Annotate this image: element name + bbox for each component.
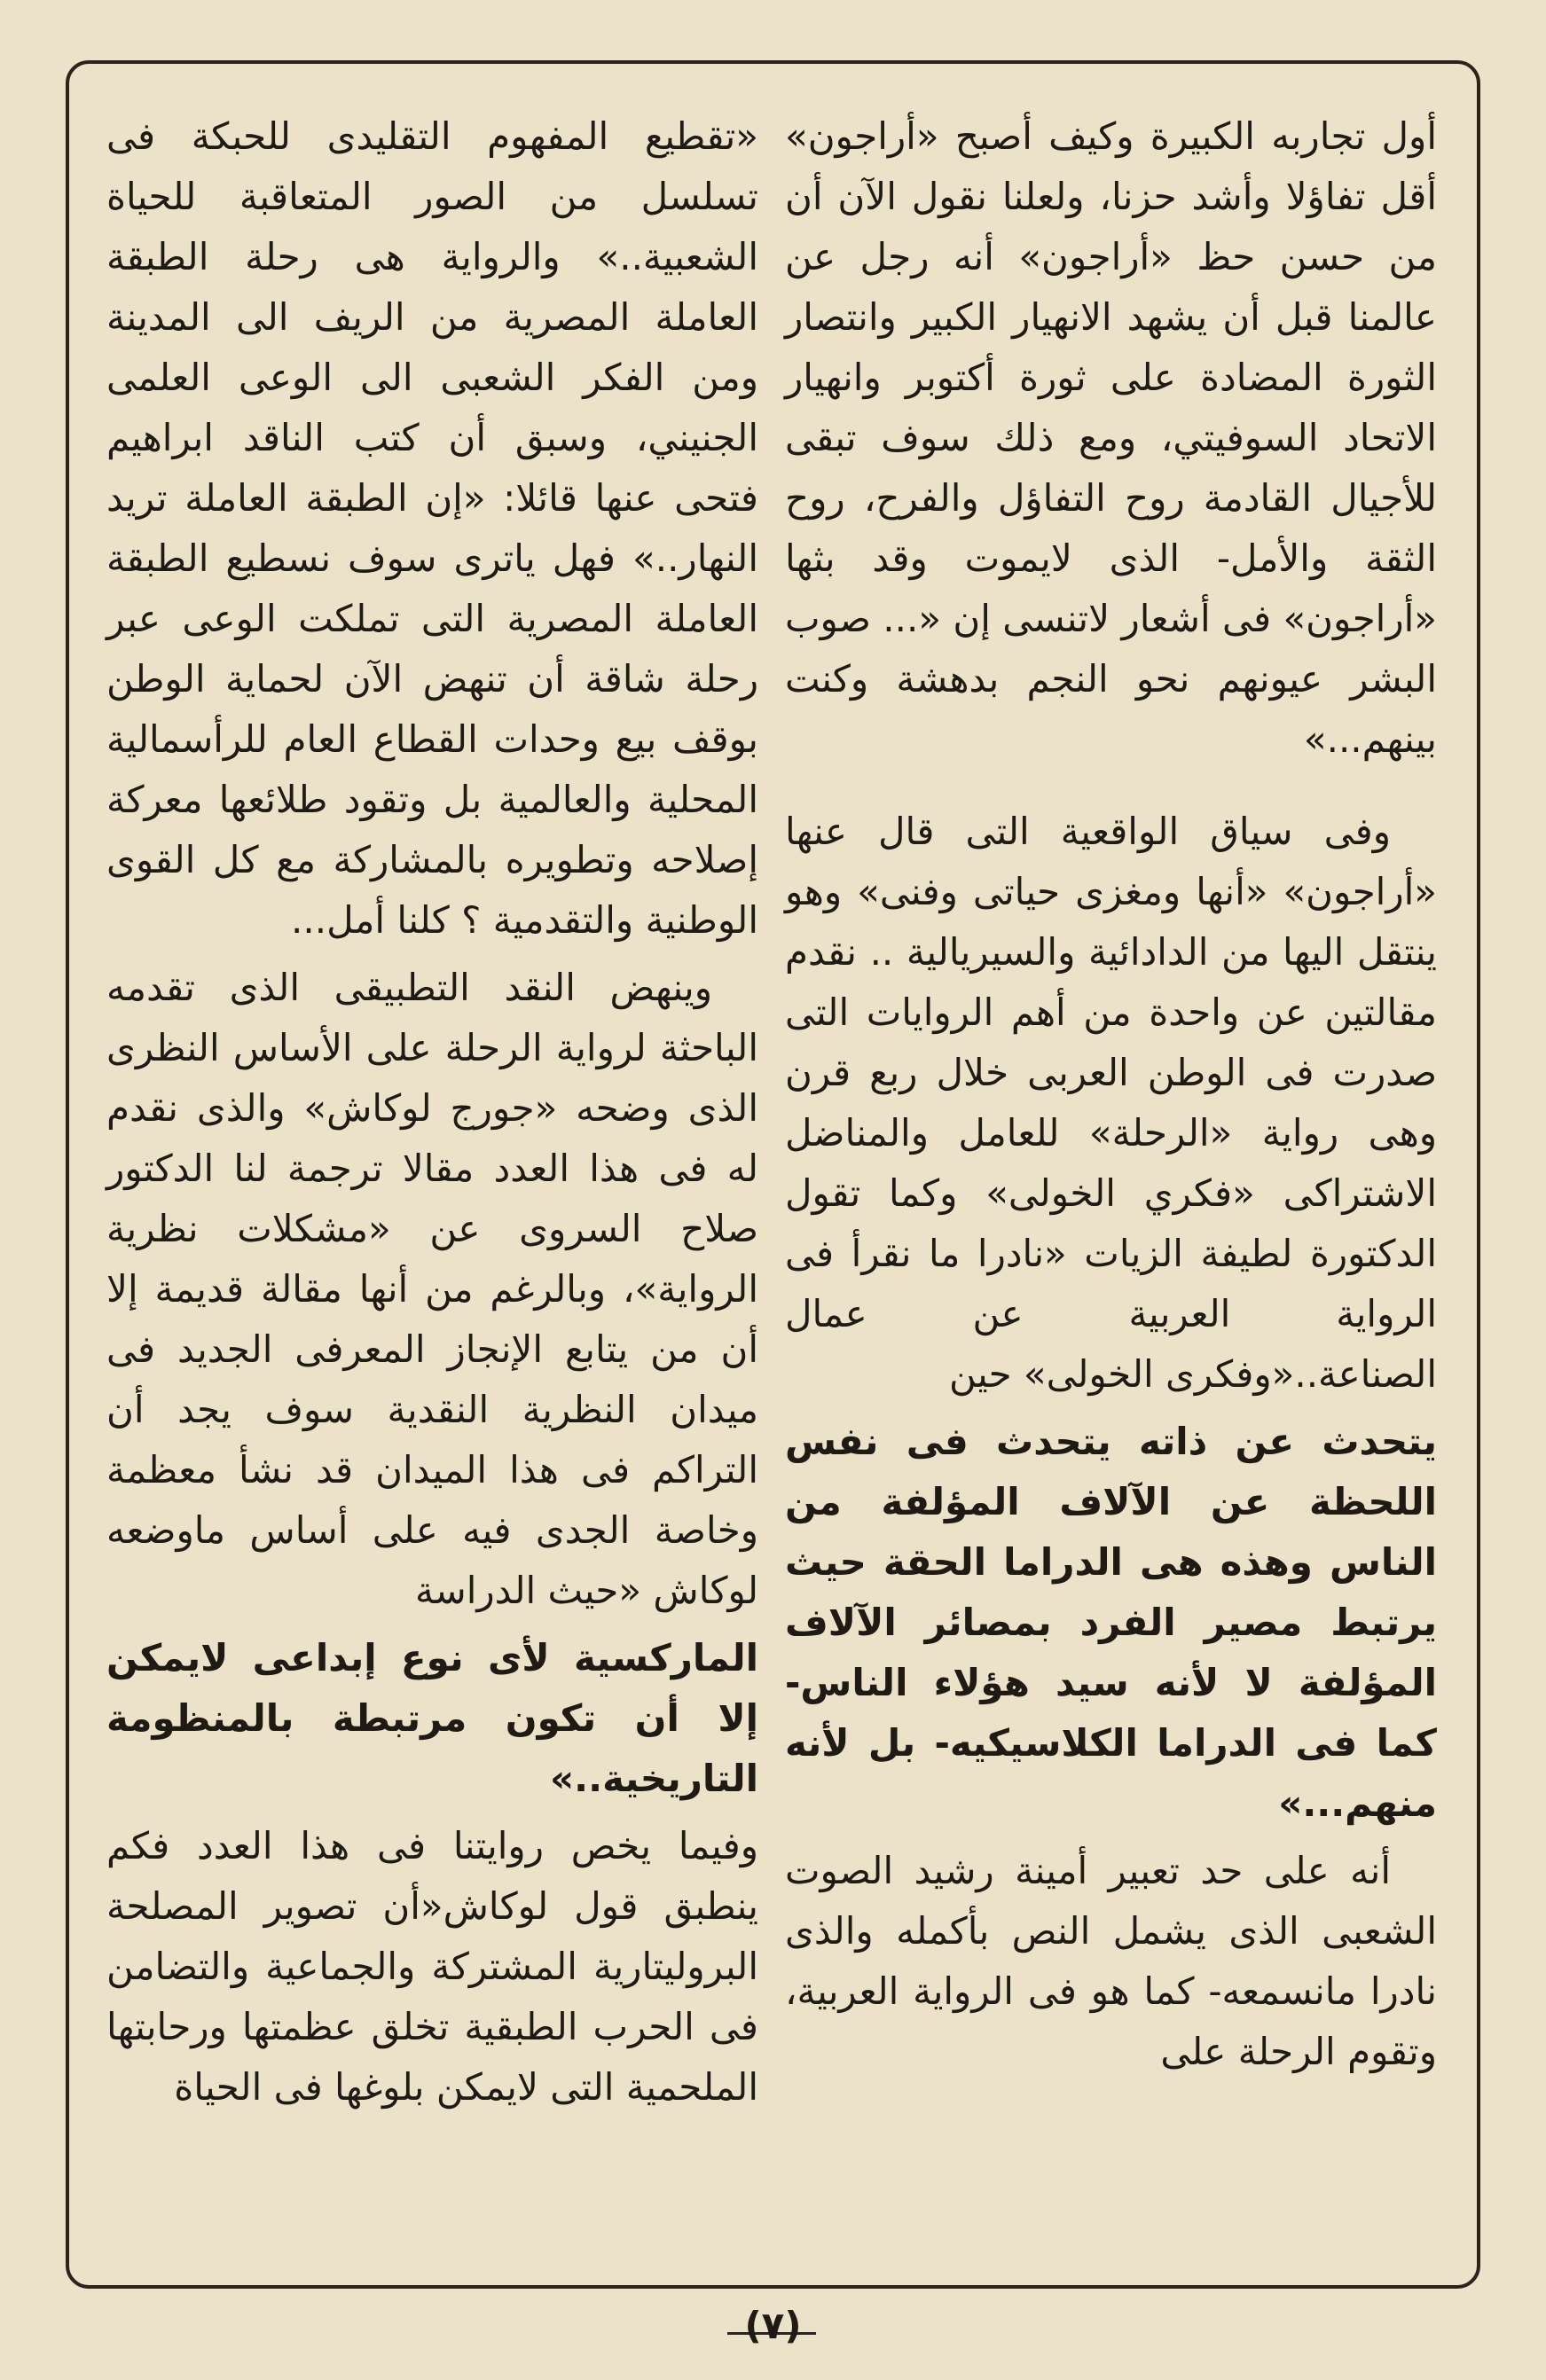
bold-quote-paragraph: الماركسية لأى نوع إبداعى لايمكن إلا أن تكون مرتبطة بالمنظومة التاريخية..»: [106, 1636, 758, 1800]
paragraph: وفى سياق الواقعية التى قال عنها «أراجون» «أنها ومغزى حياتى وفنى» وهو ينتقل اليها من الدادائية والسيريالية .. نقدم مقالتين عن واحدة من أهم الروايات التى صدرت فى الوطن العربى خلال ربع قرن وهى رواية «الرحلة» للعامل والمناضل الاشتراكى «فكري الخولى» وكما تقول الدكتورة لطيفة الزيات «نادرا ما نقرأ فى الرواية العربية عن عمال الصناعة..«وفكرى الخولى» حين: [785, 810, 1437, 1396]
paragraph: أول تجاربه الكبيرة وكيف أصبح «أراجون» أقل تفاؤلا وأشد حزنا، ولعلنا نقول الآن أن من حسن حظ «أراجون» أنه رجل عن عالمنا قبل أن يشهد الانهيار الكبير وانتصار الثورة المضادة على ثورة أكتوبر وانهيار الاتحاد السوفيتي، ومع ذلك سوف تبقى للأجيال القادمة روح التفاؤل والفرح، روح الثقة والأمل- الذى لايموت وقد بثها «أراجون» فى أشعار لاتنسى إن «... صوب البشر عيونهم نحو النجم بدهشة وكنت بينهم...»: [785, 114, 1437, 761]
paragraph: «تقطيع المفهوم التقليدى للحبكة فى تسلسل من الصور المتعاقبة للحياة الشعبية..» والرواية هى رحلة الطبقة العاملة المصرية من الريف الى المدينة ومن الفكر الشعبى الى الوعى العلمى الجنيني، وسبق أن كتب الناقد ابراهيم فتحى عنها قائلا: «إن الطبقة العاملة تريد النهار..» فهل ياترى سوف نسطيع الطبقة العاملة المصرية التى تملكت الوعى عبر رحلة شاقة أن تنهض الآن لحماية الوطن بوقف بيع وحدات القطاع العام للرأسمالية المحلية والعالمية بل وتقود طلائعها معركة إصلاحه وتطويره بالمشاركة مع كل القوى الوطنية والتقدمية ؟ كلنا أمل...: [106, 114, 758, 942]
right-text-column: [785, 106, 1437, 2082]
page-number: (٧): [744, 2304, 802, 2347]
bold-quote-paragraph: يتحدث عن ذاته يتحدث فى نفس اللحظة عن الآلاف المؤلفة من الناس وهذه هى الدراما الحقة حيث يرتبط مصير الفرد بمصائر الآلاف المؤلفة لا لأنه سيد هؤلاء الناس- كما فى الدراما الكلاسيكيه- بل لأنه منهم...»: [785, 1420, 1437, 1825]
paragraph: وينهض النقد التطبيقى الذى تقدمه الباحثة لرواية الرحلة على الأساس النظرى الذى وضحه «جورج لوكاش» والذى نقدم له فى هذا العدد مقالا ترجمة لنا الدكتور صلاح السروى عن «مشكلات نظرية الرواية»، وبالرغم من أنها مقالة قديمة إلا أن من يتابع الإنجاز المعرفى الجديد فى ميدان النظرية النقدية سوف يجد أن التراكم فى هذا الميدان قد نشأ معظمة وخاصة الجدى فيه على أساس ماوضعه لوكاش «حيث الدراسة: [106, 966, 758, 1612]
paragraph: أنه على حد تعبير أمينة رشيد الصوت الشعبى الذى يشمل النص بأكمله والذى نادرا مانسمعه- كما هو فى الرواية العربية، وتقوم الرحلة على: [785, 1849, 1437, 2073]
paragraph: وفيما يخص روايتنا فى هذا العدد فكم ينطبق قول لوكاش«أن تصوير المصلحة البروليتارية المشتركة والجماعية والتضامن فى الحرب الطبقية تخلق عظمتها ورحابتها الملحمية التى لايمكن بلوغها فى الحياة: [106, 1824, 758, 2109]
left-text-column: [106, 106, 758, 2118]
